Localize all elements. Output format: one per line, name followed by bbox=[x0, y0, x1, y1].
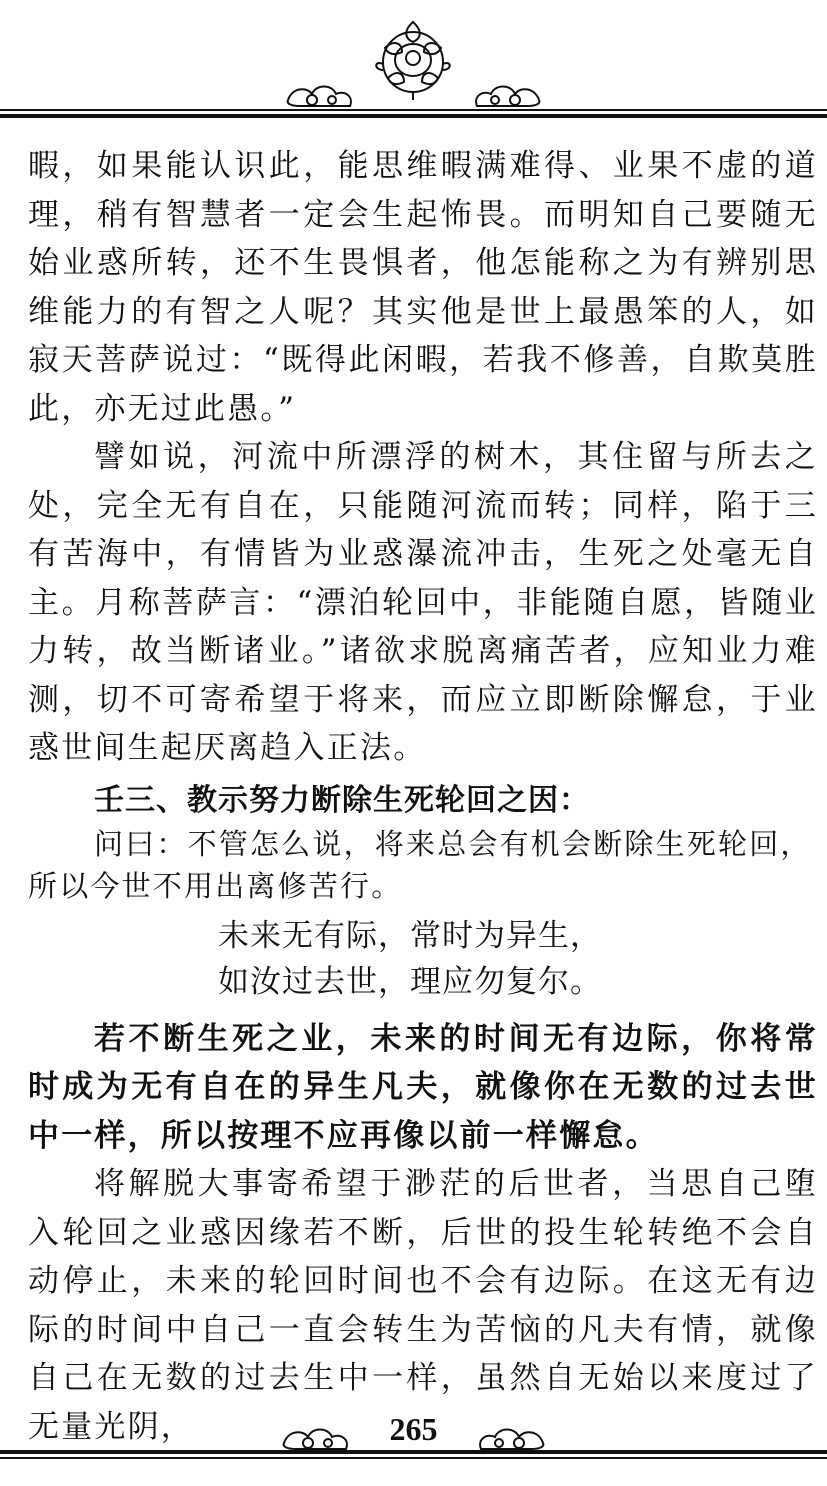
auspicious-cloud-icon bbox=[480, 1430, 543, 1450]
question-paragraph: 问曰：不管怎么说，将来总会有机会断除生死轮回，所以今世不用出离修苦行。 bbox=[28, 826, 812, 903]
body-paragraph: 譬如说，河流中所漂浮的树木，其住留与所去之处，完全无有自在，只能随河流而转；同样，陷于三有苦海中，有情皆为业惑瀑流冲击，生死之处毫无自主。月称菩萨言：“漂泊轮回中，非能随自愿，皆随业力转，故当断诸业。”诸欲求脱离痛苦者，应知业力难测，切不可寄希望于将来，而应立即断除懈怠，于业惑世间生起厌离趋入正法。 bbox=[28, 439, 818, 766]
verse-line: 未来无有际，常时为异生， bbox=[218, 917, 602, 954]
verse-line: 如汝过去世，理应勿复尔。 bbox=[218, 963, 602, 1000]
verse-block bbox=[28, 913, 818, 1005]
commentary-paragraph: 将解脱大事寄希望于渺茫的后世者，当思自己堕入轮回之业惑因缘若不断，后世的投生轮转绝不会自动停止，未来的轮回时间也不会有边际。在这无有边际的时间中自己一直会转生为苦恼的凡夫有情，就像自己在无数的过去生中一样，虽然自无始以来度过了无量光阴， bbox=[28, 1166, 818, 1445]
auspicious-cloud-icon bbox=[284, 1430, 347, 1450]
body-paragraph: 暇，如果能认识此，能思维暇满难得、业果不虚的道理，稍有智慧者一定会生起怖畏。而明知自己要随无始业惑所转，还不生畏惧者，他怎能称之为有辨别思维能力的有智之人呢？其实他是世上最愚笨的人，如寂天菩萨说过：“既得此闲暇，若我不修善，自欺莫胜此，亦无过此愚。” bbox=[28, 148, 818, 427]
verse-explanation: 若不断生死之业，未来的时间无有边际，你将常时成为无有自在的异生凡夫，就像你在无数的过去世中一样，所以按理不应再像以前一样懈怠。 bbox=[28, 1020, 818, 1154]
page-number: 265 bbox=[389, 1411, 438, 1447]
auspicious-cloud-icon bbox=[476, 87, 539, 107]
page-header-ornament bbox=[0, 0, 827, 130]
page-body bbox=[28, 142, 818, 1451]
auspicious-cloud-icon bbox=[288, 87, 351, 107]
section-heading: 壬三、教示努力断除生死轮回之因： bbox=[94, 782, 590, 818]
peony-flower-icon bbox=[376, 22, 450, 100]
